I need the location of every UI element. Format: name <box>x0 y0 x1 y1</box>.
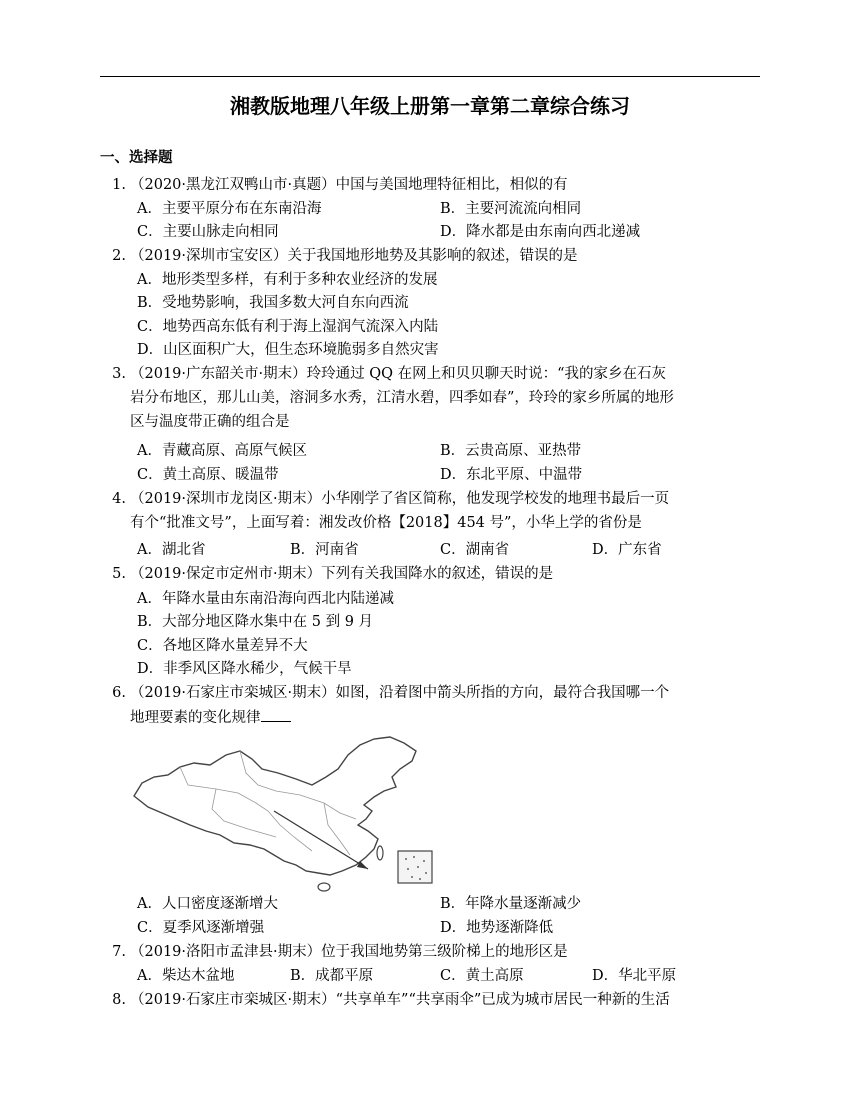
option-d: D．降水都是由东南向西北递减 <box>440 224 641 240</box>
question-stem: （2019·深圳市宝安区）关于我国地形地势及其影响的叙述，错误的是 <box>130 248 578 264</box>
question-stem: （2019·洛阳市孟津县·期末）位于我国地势第三级阶梯上的地形区是 <box>130 944 568 960</box>
option-a: A．地形类型多样，有利于多种农业经济的发展 <box>137 272 438 288</box>
question-stem: 有个“批准文号”，上面写着：湘发改价格【2018】454 号”，小华上学的省份是 <box>130 515 642 531</box>
option-c: C．黄土高原 <box>440 968 524 984</box>
option-c: C．夏季风逐渐增强 <box>137 920 265 936</box>
option-c: C．主要山脉走向相同 <box>137 224 279 240</box>
question-number: 4. <box>112 491 126 507</box>
option-a: A．主要平原分布在东南沿海 <box>137 201 322 217</box>
question-number: 1. <box>112 177 126 193</box>
question-number: 8. <box>112 992 126 1008</box>
section-heading: 一、选择题 <box>100 150 173 166</box>
option-d: D．非季风区降水稀少，气候干旱 <box>137 661 352 677</box>
option-c: C．湖南省 <box>440 542 510 558</box>
option-a: A．年降水量由东南沿海向西北内陆递减 <box>137 591 394 607</box>
option-d: D．华北平原 <box>592 968 677 984</box>
option-a: A．人口密度逐渐增大 <box>137 896 278 912</box>
south-china-sea-inset <box>398 851 432 883</box>
question-number: 7. <box>112 944 126 960</box>
option-b: B．河南省 <box>290 542 359 558</box>
china-map-figure <box>128 733 450 893</box>
option-b: B．年降水量逐渐减少 <box>440 896 582 912</box>
option-c: C．黄土高原、暖温带 <box>137 467 279 483</box>
option-b: B．大部分地区降水集中在 5 到 9 月 <box>137 614 374 630</box>
option-b: B．成都平原 <box>290 968 374 984</box>
question-number: 6. <box>112 685 126 701</box>
option-d: D．地势逐渐降低 <box>440 920 554 936</box>
header-rule <box>100 76 760 77</box>
question-stem <box>130 707 291 728</box>
question-stem: （2019·石家庄市栾城区·期末）如图，沿着图中箭头所指的方向，最符合我国哪一个 <box>130 685 670 701</box>
question-stem: 岩分布地区，那儿山美，溶洞多水秀，江清水碧，四季如春”，玲玲的家乡所属的地形 <box>130 390 674 406</box>
map-outline <box>134 737 416 875</box>
option-c: C．地势西高东低有利于海上湿润气流深入内陆 <box>137 319 439 335</box>
option-d: D．广东省 <box>592 542 662 558</box>
option-b: B．云贵高原、亚热带 <box>440 443 582 459</box>
page-title: 湘教版地理八年级上册第一章第二章综合练习 <box>230 94 630 118</box>
option-d: D．东北平原、中温带 <box>440 467 583 483</box>
option-a: A．青藏高原、高原气候区 <box>137 443 307 459</box>
direction-arrow <box>274 811 368 869</box>
question-stem: （2020·黑龙江双鸭山市·真题）中国与美国地理特征相比，相似的有 <box>130 177 568 193</box>
question-number: 5. <box>112 566 126 582</box>
question-stem: （2019·广东韶关市·期末）玲玲通过 QQ 在网上和贝贝聊天时说：“我的家乡在石灰 <box>130 366 667 382</box>
option-b: B．主要河流流向相同 <box>440 201 582 217</box>
option-d: D．山区面积广大，但生态环境脆弱多自然灾害 <box>137 342 439 358</box>
question-number: 3. <box>112 366 126 382</box>
question-stem: 区与温度带正确的组合是 <box>130 414 290 430</box>
question-stem: （2019·石家庄市栾城区·期末）“共享单车”“共享雨伞”已成为城市居民一种新的生活 <box>130 992 670 1008</box>
option-a: A．柴达木盆地 <box>137 968 235 984</box>
option-b: B．受地势影响，我国多数大河自东向西流 <box>137 295 409 311</box>
question-stem: （2019·保定市定州市·期末）下列有关我国降水的叙述，错误的是 <box>130 566 554 582</box>
question-stem: （2019·深圳市龙岗区·期末）小华刚学了省区简称，他发现学校发的地理书最后一页 <box>130 491 670 507</box>
option-c: C．各地区降水量差异不大 <box>137 638 308 654</box>
option-a: A．湖北省 <box>137 542 206 558</box>
answer-blank <box>261 707 291 722</box>
question-number: 2. <box>112 248 126 264</box>
question-stem-text: 地理要素的变化规律 <box>130 710 261 726</box>
